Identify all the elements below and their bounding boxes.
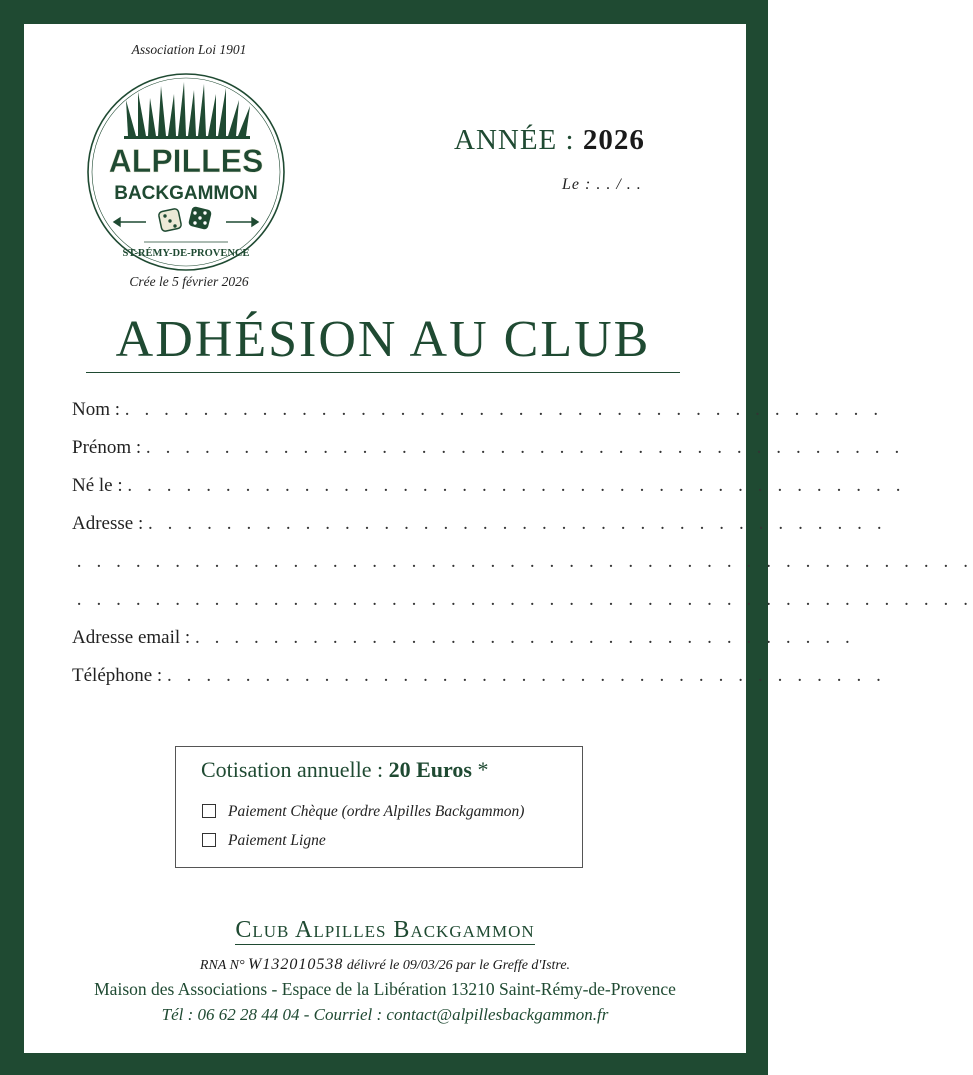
club-logo [84,70,288,274]
field-label: Prénom : [72,437,142,458]
association-law-note: Association Loi 1901 [131,42,247,57]
checkbox-cheque[interactable] [202,804,216,818]
field-label: Adresse : [72,513,144,534]
logo-brand-top: ALPILLES [108,143,264,179]
rna-suffix: délivré le 09/03/26 par le Greffe d'Istre. [346,958,571,973]
title-underline [86,372,680,373]
field-address-line-2[interactable] [72,551,973,581]
membership-year [454,124,645,157]
fee-title [201,757,488,783]
logo-brand-bottom: BACKGAMMON [114,183,258,204]
field-dots: . . . . . . . . . . . . . . . . . . . . . . . . . . . . . . . . . . . . . . . [145,437,905,458]
year-value: 2026 [582,124,645,156]
field-phone[interactable] [72,665,887,695]
field-dots: . . . . . . . . . . . . . . . . . . . . . . . . . . . . . . . . . . . . . [166,665,887,686]
field-email[interactable] [72,627,855,657]
date-line: Le : . . / . . [562,176,642,193]
field-nom[interactable] [72,399,884,429]
logo-town: ST-RÉMY-DE-PROVENCE [122,248,250,259]
field-dots: . . . . . . . . . . . . . . . . . . . . . . . . . . . . . . . . . . . . . . . . [127,475,906,496]
footer-club-name [24,917,746,944]
rna-number: W132010538 [248,956,344,973]
footer-address: Maison des Associations - Espace de la Libération 13210 Saint-Rémy-de-Provence [94,979,676,999]
membership-form-sheet [24,24,973,1053]
field-prenom[interactable] [72,437,905,467]
field-dots: . . . . . . . . . . . . . . . . . . . . . . . . . . . . . . . . . . . . . . . [124,399,884,420]
rna-prefix: RNA N° [199,958,245,973]
field-birth-date[interactable] [72,475,906,505]
payment-option-label: Paiement Chèque (ordre Alpilles Backgammon) [228,803,525,820]
fee-label: Cotisation annuelle : [201,757,389,782]
field-label: Adresse email : [72,627,191,648]
checkbox-online[interactable] [202,833,216,847]
club-name-text: Club Alpilles Backgammon [235,917,535,943]
fee-amount: 20 Euros [388,757,472,782]
field-label: Né le : [72,475,123,496]
field-dots: . . . . . . . . . . . . . . . . . . . . . . . . . . . . . . . . . . . . . . . . . . . . . . [76,589,973,610]
payment-option-online[interactable] [202,832,326,850]
year-label: ANNÉE : [454,124,575,156]
field-address-line-3[interactable] [72,589,973,619]
footer-contact: Tél : 06 62 28 44 04 - Courriel : contact@alpillesbackgammon.fr [161,1005,609,1024]
creation-date-note: Crée le 5 février 2026 [129,274,249,289]
payment-option-label: Paiement Ligne [228,832,326,849]
fee-asterisk: * [471,757,489,782]
page-title: ADHÉSION AU CLUB [115,311,651,368]
field-dots: . . . . . . . . . . . . . . . . . . . . . . . . . . . . . . . . . . . . . . . . . . . . . . [76,551,973,572]
field-dots: . . . . . . . . . . . . . . . . . . . . . . . . . . . . . . . . . . [194,627,855,648]
field-label: Nom : [72,399,121,420]
payment-option-cheque[interactable] [202,803,524,821]
field-label: Téléphone : [72,665,163,686]
fee-box [175,746,583,868]
field-dots: . . . . . . . . . . . . . . . . . . . . . . . . . . . . . . . . . . . . . . [147,513,887,534]
footer-rna [24,956,746,974]
field-address[interactable] [72,513,887,543]
